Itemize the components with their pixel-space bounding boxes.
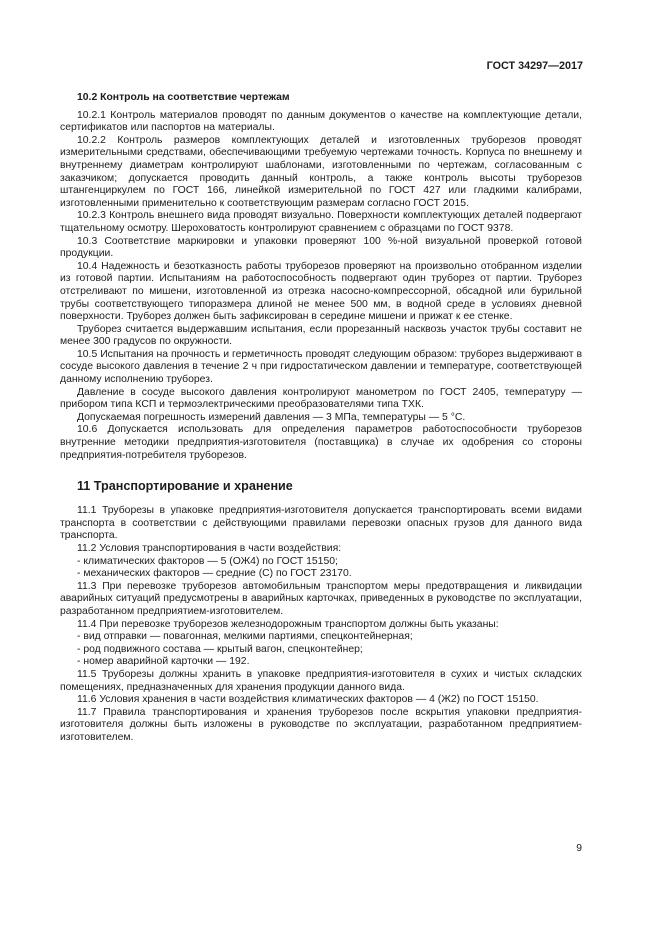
- paragraph-10-2-3: 10.2.3 Контроль внешнего вида проводят визуально. Поверхности комплектующих деталей подвергают тщательному осмотру. Шероховатость контролируют сравнением с образцами по ГОСТ 9378.: [60, 210, 582, 234]
- section-11-heading: 11 Транспортирование и хранение: [77, 479, 293, 494]
- paragraph-10-5: 10.5 Испытания на прочность и герметичность проводят следующим образом: труборез выдерживают в сосуде высокого давления в течение 2 ч при гидростатическом давлении и температуре, соответствующей данному исполнению труборез.: [60, 348, 582, 386]
- section-10-2-heading: 10.2 Контроль на соответствие чертежам: [77, 92, 290, 103]
- list-item: - род подвижного состава — крытый вагон, спецконтейнер;: [77, 643, 363, 655]
- paragraph-10-3: 10.3 Соответствие маркировки и упаковки проверяют 100 %-ной визуальной проверкой готовой продукции.: [60, 235, 582, 260]
- paragraph-11-4: 11.4 При перевозке труборезов железнодорожным транспортом должны быть указаны:: [77, 618, 499, 630]
- paragraph-10-2-2: 10.2.2 Контроль размеров комплектующих деталей и изготовленных труборезов проводят измерительными средствами, обеспечивающими требуемую чертежами точность. Корпуса по внешнему и внутреннему диаметрам контролируют шаблонами, изготовленными по чертежам, согласованным с заказчиком; допускается проводить данный контроль, а также контроль высоты труборезов штангенциркулем по ГОСТ 166, линейкой измерительной по ГОСТ 427 или гладкими калибрами, изготовленными применительно к соответствующим размерам согласно ГОСТ 2015.: [60, 134, 582, 209]
- list-item: - номер аварийной карточки — 192.: [77, 656, 250, 668]
- page-number: 9: [576, 843, 582, 854]
- paragraph-11-6: 11.6 Условия хранения в части воздействия климатических факторов — 4 (Ж2) по ГОСТ 15150.: [77, 694, 539, 706]
- paragraph-11-7: 11.7 Правила транспортирования и хранения труборезов после вскрытия упаковки предприятия-изготовителя должны быть изложены в руководстве по эксплуатации, разработанном предприятием-изготовителем.: [60, 706, 582, 743]
- paragraph-10-5-tolerance: Допускаемая погрешность измерений давления — 3 МПа, температуры — 5 °С.: [77, 411, 466, 423]
- paragraph-11-2: 11.2 Условия транспортирования в части воздействия:: [77, 543, 342, 554]
- paragraph-10-5-pressure: Давление в сосуде высокого давления контролируют манометром по ГОСТ 2405, температуру — прибором типа КСП и термоэлектрическими преобразователями типа ТХК.: [60, 386, 582, 411]
- paragraph-11-3: 11.3 При перевозке труборезов автомобильным транспортом меры предотвращения и ликвидации аварийных ситуаций предусмотрены в аварийных карточках, приведенных в руководстве по эксплуатации, разработанном предприятием-изготовителем.: [60, 580, 582, 617]
- list-item: - вид отправки — повагонная, мелкими партиями, спецконтейнерная;: [77, 631, 413, 643]
- list-item: - климатических факторов — 5 (ОЖ4) по ГОСТ 15150;: [77, 555, 338, 567]
- paragraph-11-1: 11.1 Труборезы в упаковке предприятия-изготовителя допускается транспортировать всеми видами транспорта в соответствии с действующими правилами перевозки опасных грузов для данного вида транспорта.: [60, 505, 582, 542]
- paragraph-10-6: 10.6 Допускается использовать для определения параметров работоспособности труборезов внутренние методики предприятия-изготовителя (поставщика) в случае их одобрения со стороны предприятия-потребителя труборезов.: [60, 424, 582, 461]
- list-item: - механических факторов — средние (С) по ГОСТ 23170.: [77, 568, 352, 580]
- paragraph-10-2-1: 10.2.1 Контроль материалов проводят по данным документов о качестве на комплектующие детали, сертификатов или паспортов на материалы.: [60, 109, 582, 134]
- document-code-header: ГОСТ 34297—2017: [486, 60, 583, 72]
- paragraph-10-4: 10.4 Надежность и безотказность работы труборезов проверяют на произвольно отобранном изделии из готовой партии. Испытаниям на работоспособность подвергают один труборез от партии. Труборез отстреливают по мишени, изготовленной из отрезка насосно-компрессорной, обсадной или бурильной трубы соответствующего типоразмера длиной не менее 500 мм, в водной среде в условиях дневной поверхности. Труборез должен быть зафиксирован в середине мишени и прижат к ее стенке.: [60, 260, 582, 323]
- paragraph-11-5: 11.5 Труборезы должны хранить в упаковке предприятия-изготовителя в сухих и чистых складских помещениях, предназначенных для хранения продукции данного вида.: [60, 668, 582, 693]
- paragraph-10-4-criterion: Труборез считается выдержавшим испытания, если прорезанный насквозь участок трубы составит не менее 300 градусов по окружности.: [60, 323, 582, 348]
- page-body: [60, 92, 582, 745]
